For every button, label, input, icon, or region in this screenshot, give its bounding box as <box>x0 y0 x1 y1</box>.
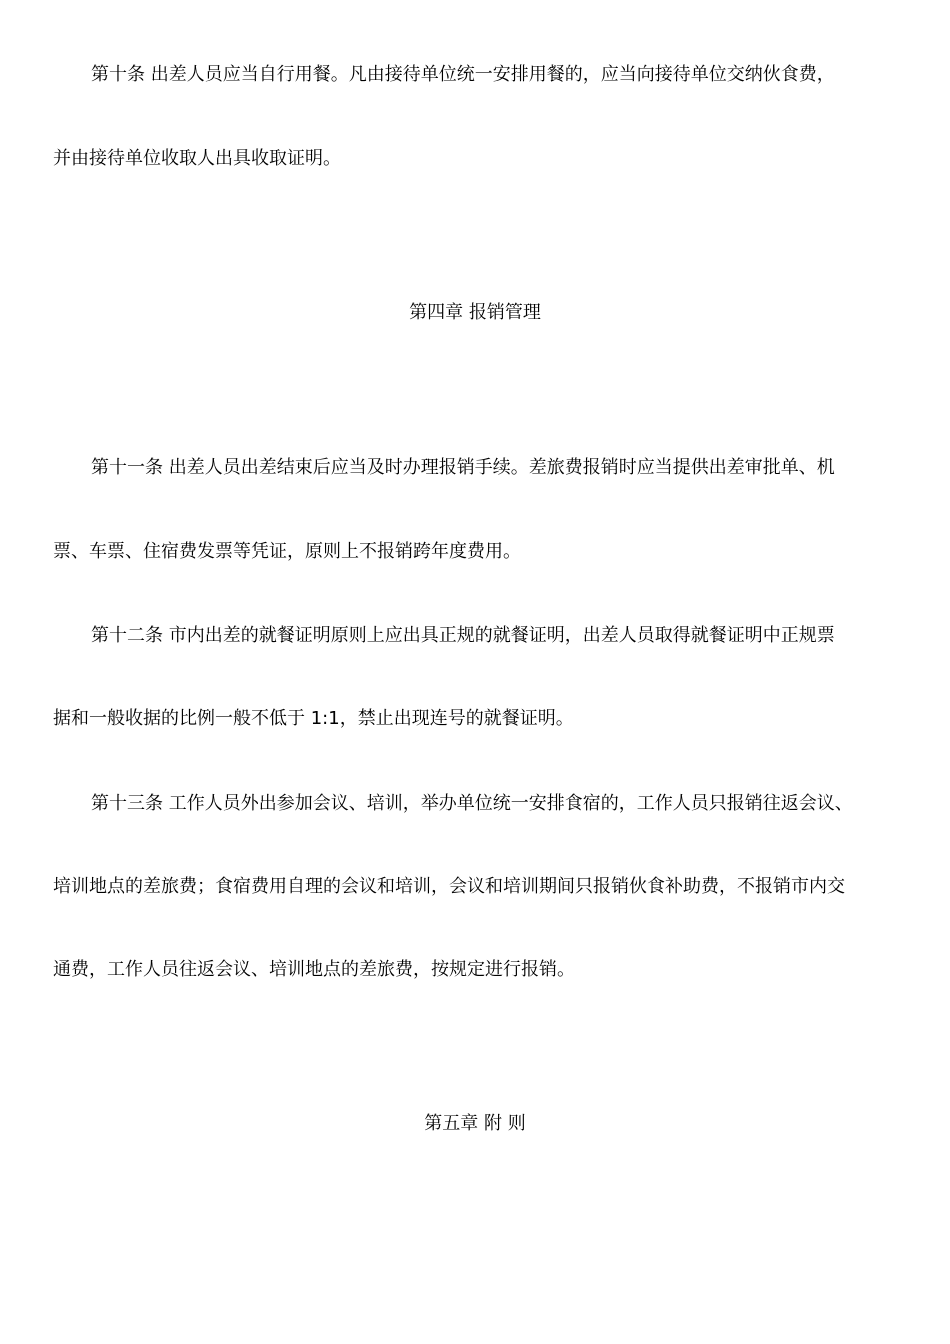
article-12-line-2: 据和一般收据的比例一般不低于 1:1，禁止出现连号的就餐证明。 <box>53 708 574 729</box>
chapter-5-heading: 第五章 附 则 <box>424 1113 526 1134</box>
article-13-line-2: 培训地点的差旅费；食宿费用自理的会议和培训，会议和培训期间只报销伙食补助费，不报销市内交 <box>53 876 845 897</box>
article-11-line-1: 第十一条 出差人员出差结束后应当及时办理报销手续。差旅费报销时应当提供出差审批单、机 <box>91 457 835 478</box>
article-12-line-1: 第十二条 市内出差的就餐证明原则上应出具正规的就餐证明，出差人员取得就餐证明中正规票 <box>91 625 835 646</box>
article-11-line-2: 票、车票、住宿费发票等凭证，原则上不报销跨年度费用。 <box>53 541 521 562</box>
article-10-line-2: 并由接待单位收取人出具收取证明。 <box>53 148 341 169</box>
chapter-4-heading: 第四章 报销管理 <box>409 302 541 323</box>
article-13-line-3: 通费，工作人员往返会议、培训地点的差旅费，按规定进行报销。 <box>53 959 575 980</box>
article-13-line-1: 第十三条 工作人员外出参加会议、培训，举办单位统一安排食宿的，工作人员只报销往返会议、 <box>91 793 853 814</box>
article-10-line-1: 第十条 出差人员应当自行用餐。凡由接待单位统一安排用餐的，应当向接待单位交纳伙食费， <box>91 64 835 85</box>
